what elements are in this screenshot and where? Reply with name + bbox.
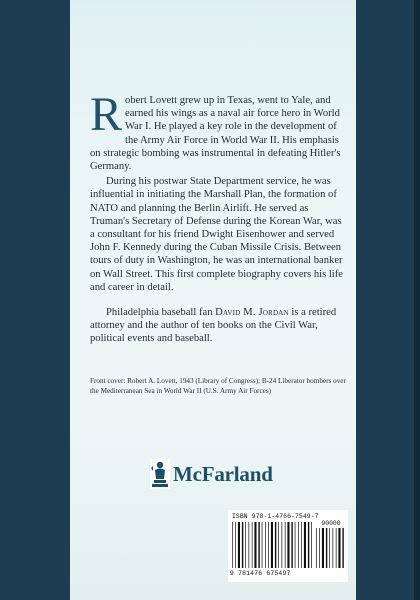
drop-cap: R <box>90 88 123 141</box>
author-name: David M. Jordan <box>215 307 289 319</box>
cover-credits: Front cover: Robert A. Lovett, 1943 (Library of Congress); B-24 Liberator bombers over the Mediterranean Sea in World War II (U.S. Army Air Forces) <box>90 377 346 395</box>
author-bio-suffix: is a retired attorney and the author of ten books on the Civil War, political events and baseball. <box>90 307 337 345</box>
publisher-name: McFarland <box>173 461 273 486</box>
price-code: 90000 <box>321 520 341 527</box>
blurb-paragraph-1-text: obert Lovett grew up in Texas, went to Yale, and earned his wings as a naval air force hero in World War I. He played a key role in the development of the Army Air Force in World War II. His emphasis on strategic bombing was instrumental in defeating Hitler's Germany. <box>90 95 341 173</box>
barcode <box>228 510 348 582</box>
lamp-figure-icon <box>150 459 170 489</box>
barcode-digits: 9 781476 675497 <box>230 570 291 577</box>
text-panel <box>70 0 356 600</box>
blurb-paragraph-2: During his postwar State Department service, he was influential in initiating the Marshall Plan, the formation of NATO and planning the Berlin Airlift. He served as Truman's Secretary of Defense during the Korean War, was a consultant for his friend Dwight Eisenhower and served John F. Kennedy during the Cuban Missile Crisis. Between tours of duty in Washington, he was an international banker on Wall Street. This first complete biography covers his life and career in detail. <box>90 176 343 293</box>
blurb <box>90 88 346 346</box>
publisher-logo <box>150 454 280 494</box>
author-bio-prefix: Philadelphia baseball fan <box>106 307 216 319</box>
barcode-bars <box>232 522 312 568</box>
author-bio <box>90 306 346 346</box>
isbn: ISBN 978-1-4766-7549-7 <box>232 513 319 520</box>
addon-barcode-bars <box>316 528 344 568</box>
blurb-paragraph-1 <box>90 88 346 173</box>
cover-edge <box>414 0 420 600</box>
